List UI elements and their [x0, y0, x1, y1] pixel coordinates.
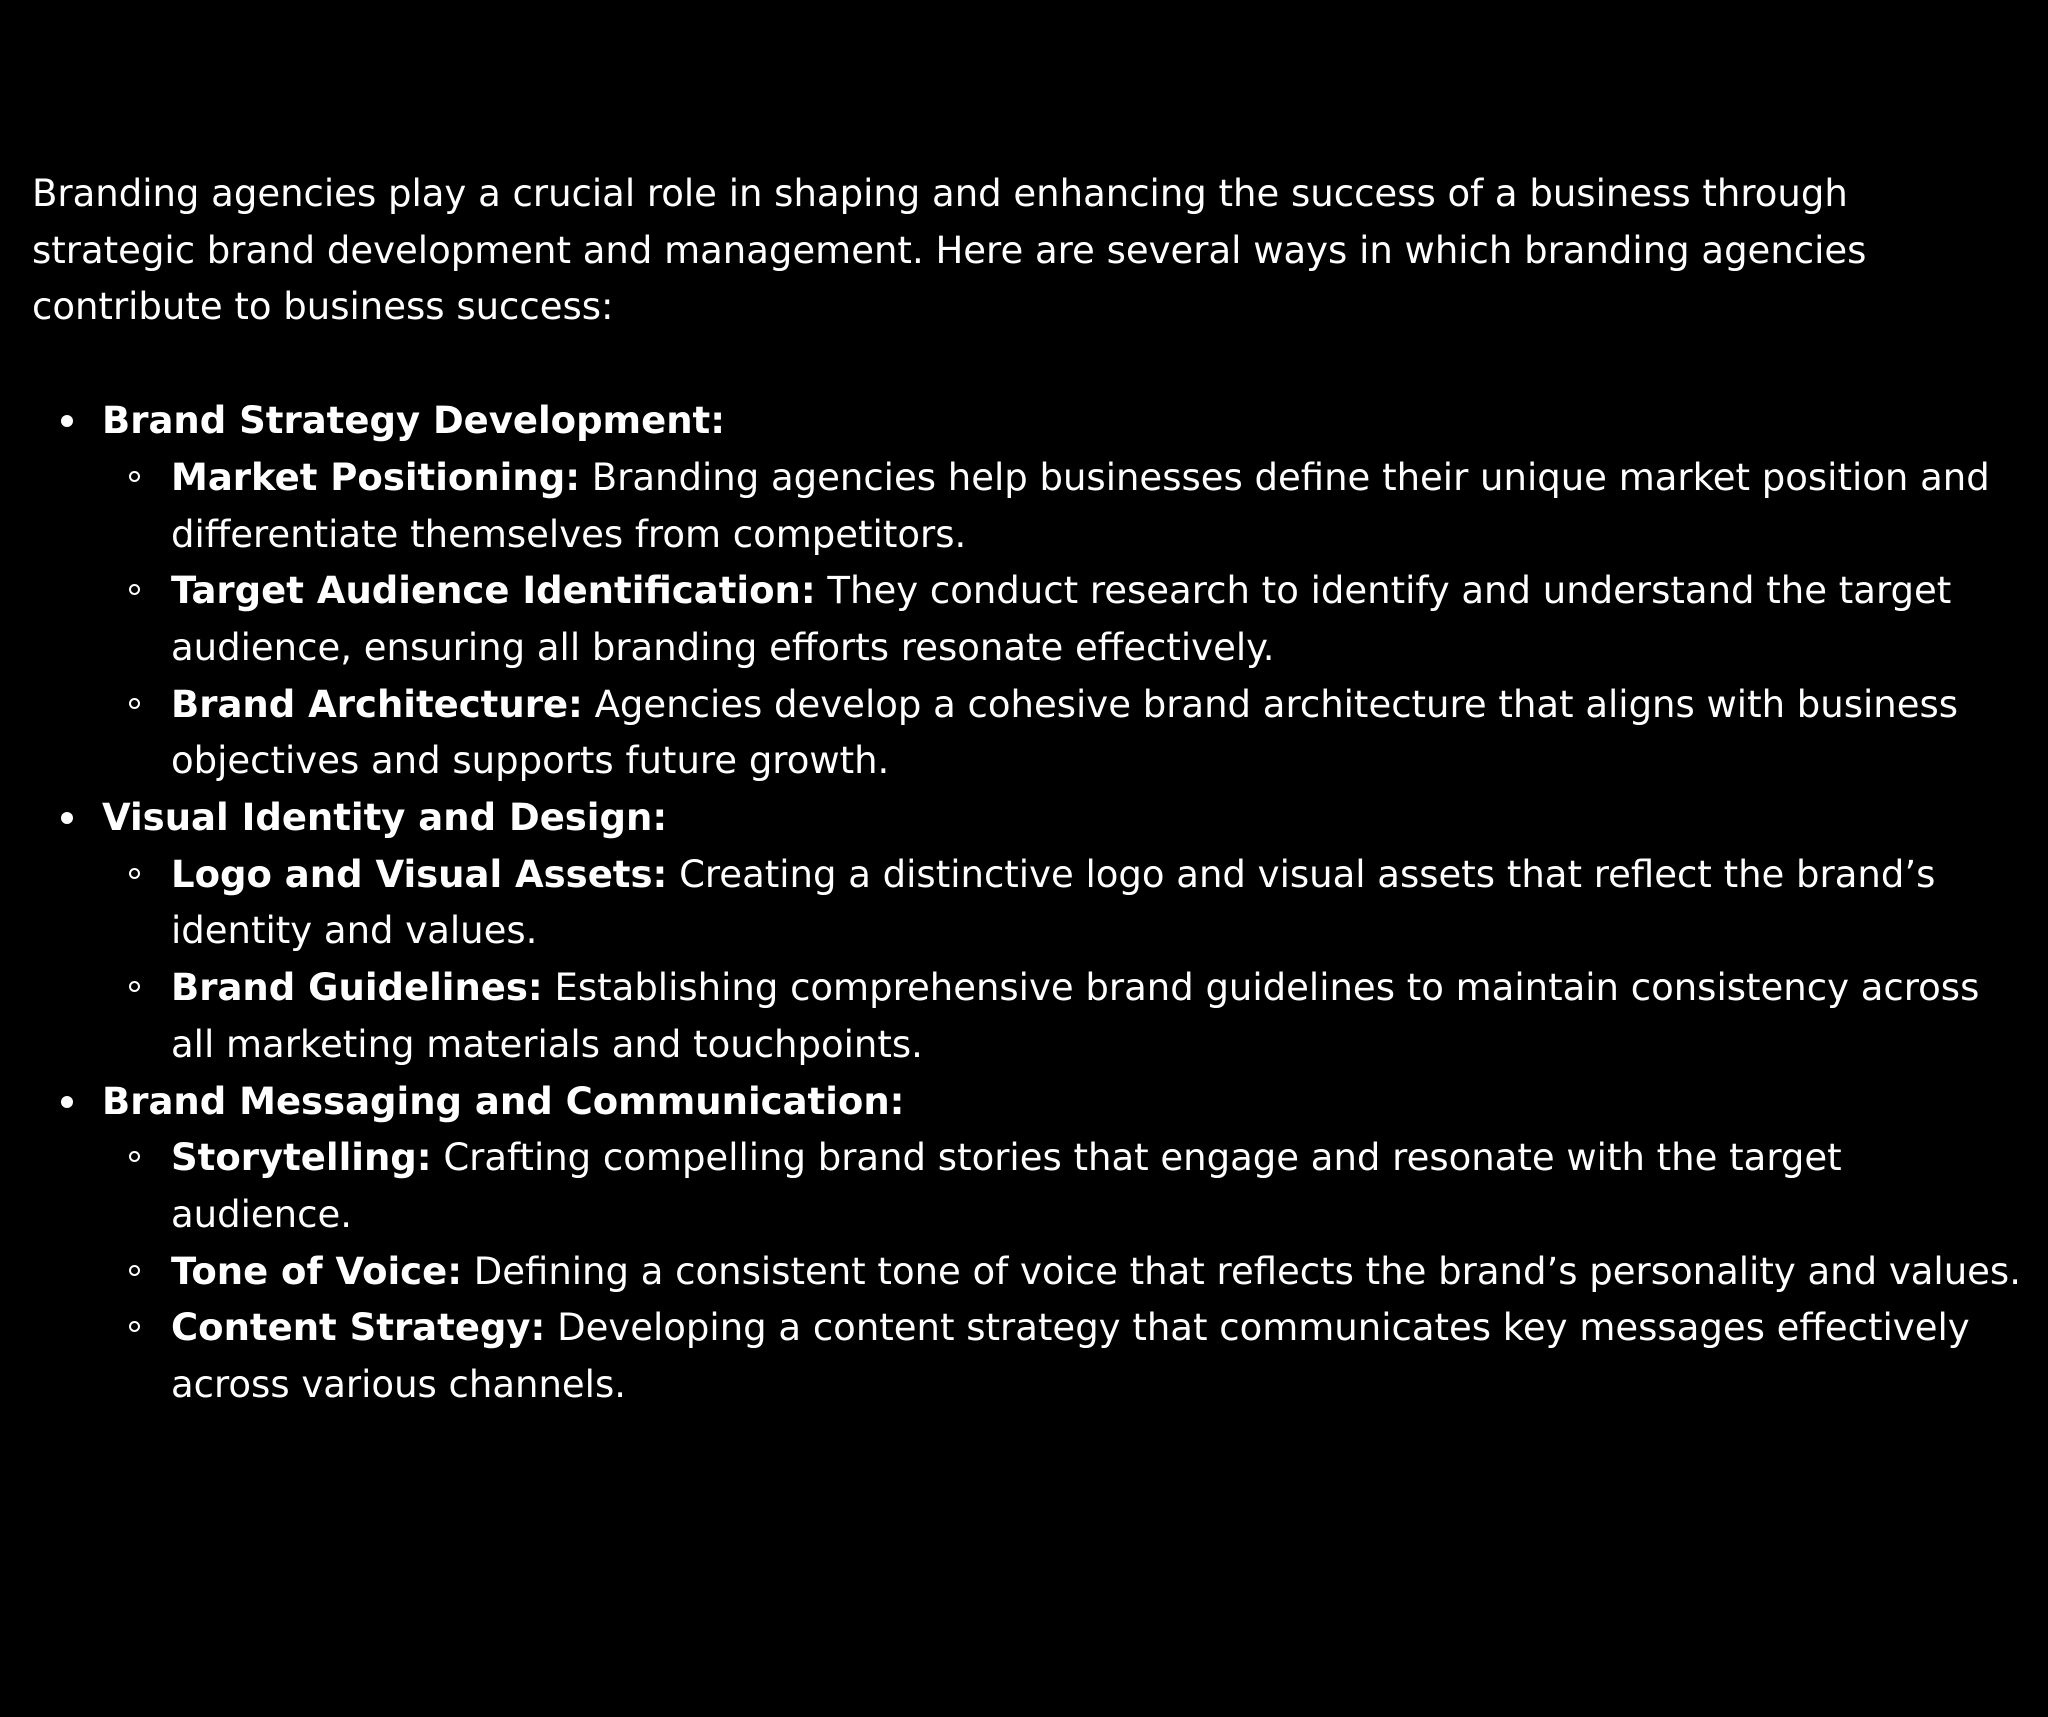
section-item: [32, 790, 2022, 1074]
bullet-circle-icon: [129, 698, 140, 709]
subitem-text: Defining a consistent tone of voice that reflects the brand’s personality and values.: [462, 1249, 2021, 1293]
subitem: [102, 677, 2022, 790]
bullet-circle-icon: [129, 868, 140, 879]
subitem-list: [102, 847, 2022, 1074]
subitem-text: Establishing comprehensive brand guidelines to maintain consistency across all marketing materials and touchpoints.: [171, 966, 1980, 1066]
subitem-term: Brand Guidelines:: [171, 966, 543, 1010]
subitem-text: Creating a distinctive logo and visual assets that reflect the brand’s identity and values.: [171, 852, 1936, 953]
document-body: [32, 166, 2022, 1414]
bullet-circle-icon: [129, 584, 140, 595]
section-item: [32, 1074, 2022, 1414]
section-item: [32, 393, 2022, 790]
subitem-text: Developing a content strategy that communicates key messages effectively across various channels.: [171, 1306, 1970, 1407]
subitem: [102, 1130, 2022, 1243]
subitem-term: Content Strategy:: [171, 1306, 546, 1350]
bullet-disc-icon: [61, 1096, 73, 1108]
subitem-text: Crafting compelling brand stories that engage and resonate with the target audience.: [171, 1136, 1842, 1236]
subitem-text: They conduct research to identify and understand the target audience, ensuring all branding efforts resonate effectively.: [171, 569, 1952, 669]
subitem-list: [102, 450, 2022, 790]
subitem: [102, 450, 2022, 563]
bullet-circle-icon: [129, 471, 140, 482]
subitem-text: Agencies develop a cohesive brand architecture that aligns with business objectives and supports future growth.: [171, 682, 1959, 783]
bullet-circle-icon: [129, 1151, 140, 1162]
subitem: [102, 1300, 2022, 1413]
bullet-circle-icon: [129, 981, 140, 992]
subitem-term: Market Positioning:: [171, 455, 580, 499]
subitem-term: Tone of Voice:: [171, 1249, 462, 1293]
section-heading: Visual Identity and Design:: [102, 796, 668, 840]
bullet-circle-icon: [129, 1321, 140, 1332]
subitem-list: [102, 1130, 2022, 1414]
subitem: [102, 1244, 2022, 1301]
subitem: [102, 847, 2022, 960]
subitem-text: Branding agencies help businesses define their unique market position and differentiate themselves from competitors.: [171, 455, 1990, 556]
subitem: [102, 960, 2022, 1073]
intro-paragraph: Branding agencies play a crucial role in shaping and enhancing the success of a business through strategic brand development and management. Here are several ways in which branding agencies contribute to business success:: [32, 172, 1867, 329]
bullet-circle-icon: [129, 1265, 140, 1276]
section-list: [32, 393, 2022, 1414]
subitem-term: Logo and Visual Assets:: [171, 852, 668, 896]
subitem-term: Brand Architecture:: [171, 682, 583, 726]
section-heading: Brand Strategy Development:: [102, 399, 726, 443]
bullet-disc-icon: [61, 812, 73, 824]
section-heading: Brand Messaging and Communication:: [102, 1079, 905, 1123]
bullet-disc-icon: [61, 415, 73, 427]
subitem-term: Target Audience Identification:: [171, 569, 816, 613]
subitem: [102, 563, 2022, 676]
subitem-term: Storytelling:: [171, 1136, 432, 1180]
